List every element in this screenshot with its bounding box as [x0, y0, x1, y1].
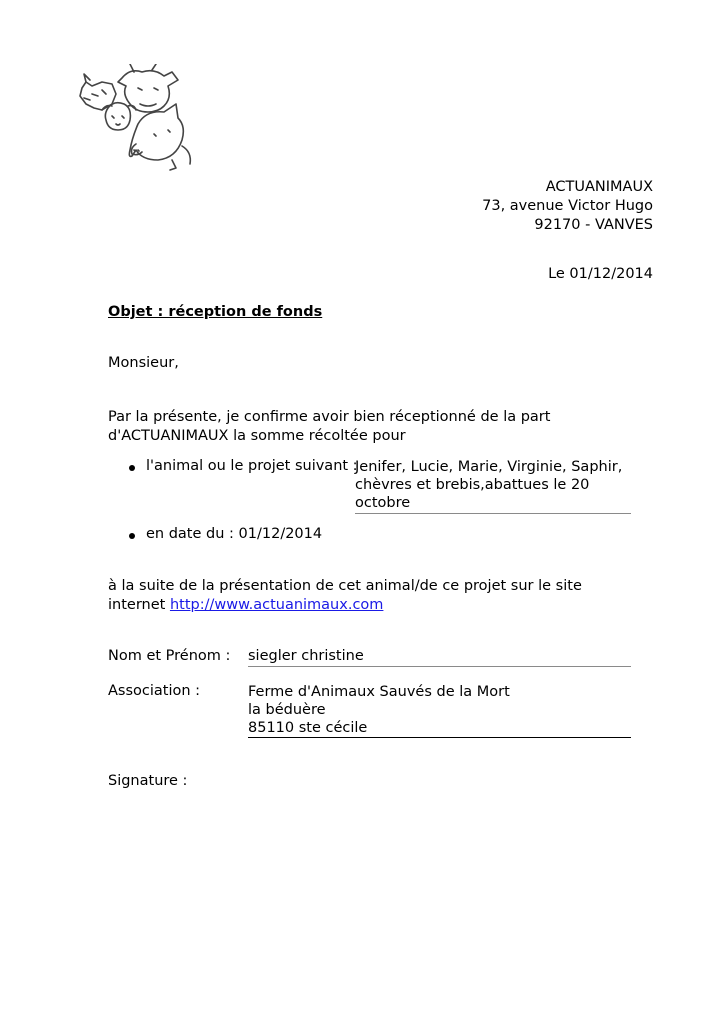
presentation-paragraph [108, 577, 648, 615]
bullet-icon [129, 465, 135, 471]
animal-label: l'animal ou le projet suivant : [146, 458, 358, 474]
association-line-3: 85110 ste cécile [248, 720, 368, 736]
body-line-2: d'ACTUANIMAUX la somme récoltée pour [108, 428, 406, 444]
sender-city: 92170 - VANVES [534, 217, 653, 233]
association-line-1: Ferme d'Animaux Sauvés de la Mort [248, 684, 510, 700]
sender-street: 73, avenue Victor Hugo [482, 198, 653, 214]
association-value [248, 683, 631, 738]
date-value: 01/12/2014 [238, 526, 323, 542]
bullet-icon [129, 533, 135, 539]
body-line-1: Par la présente, je confirme avoir bien réceptionné de la part [108, 409, 551, 425]
letter-date: Le 01/12/2014 [548, 266, 653, 282]
website-link[interactable]: http://www.actuanimaux.com [169, 597, 384, 613]
date-label: en date du : [146, 526, 234, 542]
name-value: siegler christine [248, 648, 631, 667]
date-received [146, 526, 322, 542]
signature-label: Signature : [108, 773, 188, 789]
body-paragraph [108, 408, 628, 446]
presentation-line-2 [108, 596, 648, 615]
animal-value [355, 458, 631, 514]
presentation-prefix: internet [108, 597, 166, 613]
presentation-line-1: à la suite de la présentation de cet animal/de ce projet sur le site [108, 578, 582, 594]
sender-address [482, 178, 653, 235]
association-line-2: la béduère [248, 702, 326, 718]
salutation: Monsieur, [108, 355, 179, 371]
association-label: Association : [108, 683, 201, 699]
letter-subject: Objet : réception de fonds [108, 304, 323, 320]
animal-line-1: Jenifer, Lucie, Marie, Virginie, Saphir, [355, 459, 623, 475]
animal-line-2: chèvres et brebis,abattues le 20 [355, 477, 590, 493]
name-label: Nom et Prénom : [108, 648, 231, 664]
animal-line-3: octobre [355, 495, 411, 511]
sender-name: ACTUANIMAUX [545, 179, 653, 195]
farm-animals-logo-icon [72, 64, 204, 180]
